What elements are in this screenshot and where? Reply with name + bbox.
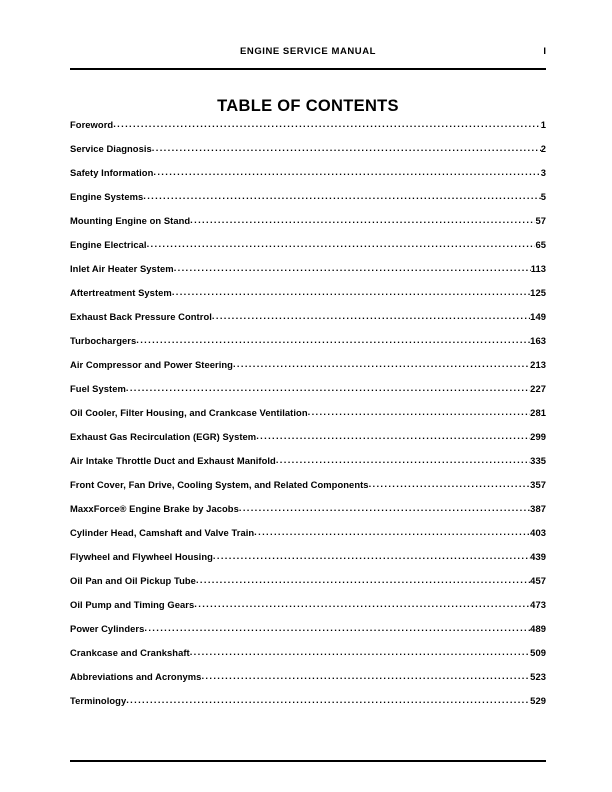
toc-entry-page-number: 529 [530,695,546,706]
toc-dot-leader [126,692,530,704]
toc-dot-leader [196,572,530,584]
toc-dot-leader [212,308,530,320]
toc-entry-page-number: 387 [530,503,546,514]
toc-entry-label: Inlet Air Heater System [70,263,174,274]
toc-entry-label: Abbreviations and Acronyms [70,671,202,682]
toc-entry[interactable] [70,401,546,425]
toc-entry[interactable] [70,377,546,401]
toc-entry-label: Exhaust Gas Recirculation (EGR) System [70,431,257,442]
toc-entry-label: Front Cover, Fan Drive, Cooling System, and Related Components [70,479,369,490]
header-divider-rule [70,68,546,70]
toc-entry-page-number: 489 [530,623,546,634]
toc-entry[interactable] [70,353,546,377]
page-folio-number: I [543,46,546,57]
toc-entry-page-number: 357 [530,479,546,490]
toc-entry-label: Air Compressor and Power Steering [70,359,233,370]
toc-dot-leader [239,500,530,512]
toc-entry-page-number: 5 [540,191,546,202]
toc-entry[interactable] [70,569,546,593]
toc-entry-label: Oil Pan and Oil Pickup Tube [70,575,196,586]
toc-entry-page-number: 65 [535,239,546,250]
toc-dot-leader [213,548,530,560]
toc-dot-leader [369,476,531,488]
toc-entry[interactable] [70,185,546,209]
toc-entry-label: Cylinder Head, Camshaft and Valve Train [70,527,255,538]
toc-entry-label: Engine Systems [70,191,144,202]
toc-entry-label: Turbochargers [70,335,137,346]
toc-entry[interactable] [70,137,546,161]
toc-entry-label: Foreword [70,119,114,130]
toc-entry-page-number: 3 [540,167,546,178]
manual-title: ENGINE SERVICE MANUAL [240,46,376,57]
toc-entry-label: Mounting Engine on Stand [70,215,191,226]
toc-dot-leader [256,428,530,440]
toc-entry-label: Oil Cooler, Filter Housing, and Crankcase Ventilation [70,407,308,418]
toc-dot-leader [147,236,536,248]
toc-entry-page-number: 227 [530,383,546,394]
toc-entry[interactable] [70,497,546,521]
toc-entry-page-number: 2 [540,143,546,154]
table-of-contents-list [70,113,546,713]
toc-entry-page-number: 1 [540,119,546,130]
toc-entry-label: Safety Information [70,167,154,178]
toc-dot-leader [254,524,530,536]
toc-entry-page-number: 509 [530,647,546,658]
toc-entry[interactable] [70,257,546,281]
toc-dot-leader [136,332,530,344]
toc-entry-label: Service Diagnosis [70,143,152,154]
toc-entry-page-number: 335 [530,455,546,466]
toc-dot-leader [201,668,530,680]
toc-entry[interactable] [70,665,546,689]
toc-entry-page-number: 281 [530,407,546,418]
toc-entry[interactable] [70,209,546,233]
toc-entry-page-number: 113 [530,263,546,274]
toc-dot-leader [190,644,530,656]
toc-entry-page-number: 439 [530,551,546,562]
toc-entry-label: Flywheel and Flywheel Housing [70,551,213,562]
page-title: TABLE OF CONTENTS [217,97,399,116]
toc-dot-leader [153,164,540,176]
toc-dot-leader [144,620,530,632]
toc-entry[interactable] [70,593,546,617]
toc-dot-leader [152,140,541,152]
toc-entry-label: Terminology [70,695,127,706]
toc-entry-label: Aftertreatment System [70,287,172,298]
toc-entry-label: Exhaust Back Pressure Control [70,311,212,322]
toc-entry-page-number: 149 [530,311,546,322]
toc-dot-leader [233,356,530,368]
toc-entry[interactable] [70,545,546,569]
toc-entry-page-number: 163 [530,335,546,346]
toc-entry[interactable] [70,641,546,665]
toc-entry[interactable] [70,425,546,449]
toc-dot-leader [113,116,541,128]
toc-entry-label: Engine Electrical [70,239,147,250]
toc-entry-page-number: 457 [530,575,546,586]
toc-entry[interactable] [70,305,546,329]
toc-dot-leader [194,596,530,608]
toc-entry-label: Fuel System [70,383,126,394]
toc-entry[interactable] [70,617,546,641]
toc-entry[interactable] [70,473,546,497]
toc-entry[interactable] [70,161,546,185]
running-header [70,45,546,61]
toc-entry-page-number: 57 [535,215,546,226]
toc-entry[interactable] [70,233,546,257]
toc-entry-page-number: 523 [530,671,546,682]
toc-dot-leader [308,404,531,416]
toc-entry[interactable] [70,689,546,713]
toc-dot-leader [172,284,530,296]
toc-entry-label: Oil Pump and Timing Gears [70,599,195,610]
toc-entry-page-number: 473 [530,599,546,610]
toc-entry-page-number: 403 [530,527,546,538]
toc-entry-page-number: 299 [530,431,546,442]
toc-entry-label: Power Cylinders [70,623,145,634]
toc-entry-page-number: 125 [530,287,546,298]
toc-entry-page-number: 213 [530,359,546,370]
toc-entry[interactable] [70,329,546,353]
toc-entry-label: MaxxForce® Engine Brake by Jacobs [70,503,239,514]
toc-entry-label: Crankcase and Crankshaft [70,647,190,658]
footer-divider-rule [70,760,546,762]
toc-entry[interactable] [70,521,546,545]
toc-entry[interactable] [70,113,546,137]
toc-entry[interactable] [70,449,546,473]
toc-dot-leader [174,260,531,272]
toc-dot-leader [276,452,530,464]
toc-dot-leader [143,188,540,200]
toc-entry[interactable] [70,281,546,305]
toc-entry-label: Air Intake Throttle Duct and Exhaust Manifold [70,455,276,466]
toc-dot-leader [126,380,530,392]
toc-dot-leader [190,212,535,224]
